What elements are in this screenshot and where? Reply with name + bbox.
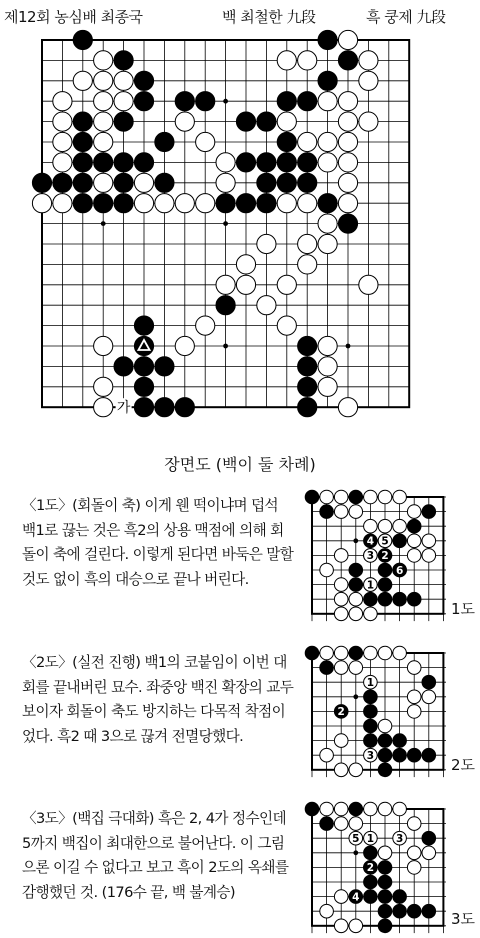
black-stone [73, 30, 92, 49]
white-stone [334, 578, 348, 592]
black-stone [73, 132, 92, 151]
white-stone [407, 549, 421, 563]
white-stone [334, 890, 348, 904]
black-stone [338, 51, 357, 70]
white-stone [364, 519, 378, 533]
white-stone [359, 275, 378, 294]
white-stone [334, 592, 348, 606]
black-stone [305, 802, 319, 816]
white-stone [359, 51, 378, 70]
black-stone [364, 846, 378, 860]
black-stone [378, 578, 392, 592]
white-stone [277, 316, 296, 335]
white-stone [407, 661, 421, 675]
black-stone [155, 357, 174, 376]
white-stone [298, 234, 317, 253]
black-stone [349, 578, 363, 592]
black-stone [134, 316, 153, 335]
white-stone [236, 275, 255, 294]
black-stone [73, 173, 92, 192]
white-stone [393, 490, 407, 504]
star-point [353, 694, 358, 699]
white-stone [175, 336, 194, 355]
white-stone [320, 802, 334, 816]
white-stone [338, 112, 357, 131]
black-stone [318, 30, 337, 49]
black-stone [32, 173, 51, 192]
black-stone [393, 890, 407, 904]
black-stone [277, 92, 296, 111]
black-player: 흑 쿵제 九段 [366, 8, 446, 26]
white-stone [393, 646, 407, 660]
white-stone [378, 519, 392, 533]
white-stone [334, 763, 348, 777]
black-stone [134, 377, 153, 396]
star-point [353, 538, 358, 543]
black-stone [257, 194, 276, 213]
move-number: 1 [366, 833, 375, 845]
diagram-1-board [298, 488, 446, 622]
black-stone [378, 592, 392, 606]
white-stone [216, 173, 235, 192]
black-stone [298, 92, 317, 111]
white-stone [338, 92, 357, 111]
black-stone [298, 377, 317, 396]
white-stone [364, 490, 378, 504]
black-stone [378, 763, 392, 777]
white-stone [378, 719, 392, 733]
black-stone [114, 194, 133, 213]
black-stone [378, 861, 392, 875]
white-stone [378, 646, 392, 660]
white-stone [298, 255, 317, 274]
white-stone [277, 51, 296, 70]
white-stone [53, 112, 72, 131]
move-number: 4 [366, 535, 375, 548]
diagram-1-text [22, 494, 294, 592]
diagram-1-title: 〈1도〉(회돌이 축) [22, 497, 141, 514]
black-stone [216, 296, 235, 315]
black-stone [393, 748, 407, 762]
white-stone [334, 734, 348, 748]
white-stone [94, 377, 113, 396]
black-stone [378, 748, 392, 762]
game-title: 제12회 농심배 최종국 [4, 8, 143, 26]
white-stone [318, 92, 337, 111]
black-stone [298, 173, 317, 192]
black-stone [422, 748, 436, 762]
white-stone [236, 255, 255, 274]
black-stone [277, 153, 296, 172]
white-stone [359, 112, 378, 131]
black-stone [73, 153, 92, 172]
white-stone [364, 646, 378, 660]
black-stone [407, 748, 421, 762]
white-stone [277, 275, 296, 294]
black-stone [94, 194, 113, 213]
black-stone [364, 875, 378, 889]
diagram-2-board [298, 644, 446, 778]
white-stone [94, 112, 113, 131]
black-stone [114, 112, 133, 131]
white-stone [196, 316, 215, 335]
black-stone [422, 675, 436, 689]
white-stone [393, 802, 407, 816]
black-stone [94, 153, 113, 172]
diagram-3-text [22, 807, 294, 905]
white-stone [257, 234, 276, 253]
black-stone [73, 112, 92, 131]
white-stone [334, 607, 348, 621]
black-stone [407, 904, 421, 918]
diagram-2-text [22, 651, 294, 749]
black-stone [364, 734, 378, 748]
diagram-3-title: 〈3도〉(백집 극대화) [22, 810, 154, 827]
black-stone [155, 132, 174, 151]
star-point [346, 344, 351, 349]
white-stone [318, 234, 337, 253]
white-stone [134, 173, 153, 192]
white-stone [320, 748, 334, 762]
white-stone [364, 802, 378, 816]
white-stone [407, 705, 421, 719]
white-stone [134, 194, 153, 213]
white-stone [407, 690, 421, 704]
white-stone [216, 153, 235, 172]
white-stone [349, 763, 363, 777]
white-stone [318, 357, 337, 376]
black-stone [318, 71, 337, 90]
black-stone [155, 398, 174, 417]
black-stone [257, 173, 276, 192]
white-stone [378, 802, 392, 816]
diagram-1-label: 1도 [451, 600, 476, 618]
black-stone [134, 153, 153, 172]
star-point [101, 221, 106, 226]
white-stone [94, 336, 113, 355]
white-stone [318, 377, 337, 396]
black-stone [257, 112, 276, 131]
black-stone [364, 592, 378, 606]
white-stone [53, 153, 72, 172]
diagram-3-board [298, 800, 446, 934]
black-stone [305, 646, 319, 660]
white-stone [320, 563, 334, 577]
black-stone [114, 357, 133, 376]
white-stone [349, 607, 363, 621]
black-stone [298, 398, 317, 417]
black-stone [393, 904, 407, 918]
black-stone [305, 490, 319, 504]
white-stone [349, 817, 363, 831]
white-stone [175, 194, 194, 213]
white-stone [73, 71, 92, 90]
white-stone [407, 817, 421, 831]
black-stone [364, 890, 378, 904]
diagram-2-body: 백1의 코붙임이 이번 대회를 끝내버린 묘수. 좌중앙 백진 확장의 교두보이자 회돌이 축도 방지하는 다목적 착점이었다. 흑2 때 3으로 끊겨 전멸당했다. [22, 654, 294, 745]
white-stone [338, 132, 357, 151]
black-stone [378, 904, 392, 918]
black-stone [320, 505, 334, 519]
black-stone [320, 817, 334, 831]
star-point [353, 850, 358, 855]
white-stone [422, 534, 436, 548]
black-stone [349, 802, 363, 816]
star-point [223, 344, 228, 349]
white-stone [53, 132, 72, 151]
black-stone [298, 153, 317, 172]
black-stone [378, 563, 392, 577]
black-stone [298, 357, 317, 376]
white-stone [349, 592, 363, 606]
black-stone [73, 194, 92, 213]
black-stone [236, 112, 255, 131]
black-stone [298, 336, 317, 355]
move-number: 5 [352, 833, 360, 845]
white-stone [196, 132, 215, 151]
black-stone [422, 831, 436, 845]
black-stone [364, 719, 378, 733]
white-stone [94, 71, 113, 90]
black-stone [114, 173, 133, 192]
black-stone [349, 563, 363, 577]
black-stone [134, 71, 153, 90]
white-stone [298, 194, 317, 213]
move-number: 1 [366, 579, 375, 592]
white-stone [334, 490, 348, 504]
move-number: 1 [366, 677, 375, 689]
white-stone [196, 194, 215, 213]
white-stone [334, 646, 348, 660]
move-number: 2 [337, 706, 345, 719]
white-stone [94, 398, 113, 417]
white-stone [393, 519, 407, 533]
white-stone [334, 661, 348, 675]
black-stone [407, 519, 421, 533]
black-stone [364, 690, 378, 704]
white-stone [155, 194, 174, 213]
white-stone [334, 817, 348, 831]
white-stone [349, 505, 363, 519]
black-stone [277, 173, 296, 192]
white-stone [298, 132, 317, 151]
white-stone [94, 132, 113, 151]
black-stone [114, 153, 133, 172]
black-stone [196, 92, 215, 111]
diagram-2-title: 〈2도〉(실전 진행) [22, 654, 141, 671]
white-stone [407, 861, 421, 875]
black-stone [155, 173, 174, 192]
black-stone [364, 705, 378, 719]
black-stone [318, 194, 337, 213]
white-stone [334, 549, 348, 563]
white-stone [318, 153, 337, 172]
white-stone [378, 846, 392, 860]
white-stone [320, 646, 334, 660]
white-stone [338, 194, 357, 213]
black-stone [134, 92, 153, 111]
white-stone [175, 112, 194, 131]
move-number: 3 [395, 833, 404, 845]
black-stone [393, 592, 407, 606]
black-stone [236, 153, 255, 172]
black-stone [134, 398, 153, 417]
white-stone [94, 51, 113, 70]
black-stone [114, 51, 133, 70]
black-stone [422, 904, 436, 918]
white-stone [277, 194, 296, 213]
black-stone [349, 646, 363, 660]
white-stone [349, 919, 363, 933]
black-stone [378, 734, 392, 748]
white-stone [53, 92, 72, 111]
white-stone [32, 194, 51, 213]
white-stone [53, 194, 72, 213]
move-number: 4 [352, 891, 360, 904]
star-point [223, 99, 228, 104]
white-stone [359, 71, 378, 90]
black-stone [378, 919, 392, 933]
white-stone [320, 490, 334, 504]
white-stone [338, 173, 357, 192]
black-stone [349, 490, 363, 504]
white-stone [407, 846, 421, 860]
white-stone [422, 549, 436, 563]
white-stone [334, 919, 348, 933]
white-stone [422, 846, 436, 860]
white-stone [318, 336, 337, 355]
black-stone [320, 661, 334, 675]
black-stone [378, 875, 392, 889]
black-stone [407, 592, 421, 606]
black-stone [236, 194, 255, 213]
move-number: 3 [366, 550, 375, 563]
move-number: 2 [381, 550, 389, 563]
black-stone [175, 92, 194, 111]
black-stone [393, 534, 407, 548]
white-stone [114, 71, 133, 90]
black-stone [175, 398, 194, 417]
white-stone [216, 275, 235, 294]
move-number: 3 [366, 750, 375, 762]
move-number: 6 [395, 564, 404, 577]
white-stone [338, 398, 357, 417]
black-stone [216, 194, 235, 213]
diagram-2-label: 2도 [451, 756, 476, 774]
white-stone [407, 534, 421, 548]
diagram-1-body: 이게 웬 떡이냐며 덥석 백1로 끊는 것은 흑2의 상용 맥점에 의해 회돌이 축에 걸린다. 이렇게 된다면 바둑은 말할 것도 없이 흑의 대승으로 끝나 버린다. [22, 497, 294, 588]
black-stone [53, 173, 72, 192]
main-go-board [28, 28, 452, 438]
white-stone [94, 173, 113, 192]
black-stone [378, 890, 392, 904]
point-label: 가 [116, 400, 131, 417]
white-stone [318, 132, 337, 151]
white-player: 백 최철한 九段 [222, 8, 316, 26]
white-stone [407, 505, 421, 519]
white-stone [318, 214, 337, 233]
white-stone [298, 51, 317, 70]
black-stone [134, 357, 153, 376]
board-caption: 장면도 (백이 둘 차례) [164, 455, 316, 474]
white-stone [334, 802, 348, 816]
white-stone [338, 30, 357, 49]
white-stone [277, 112, 296, 131]
white-stone [114, 92, 133, 111]
diagram-3-label: 3도 [451, 910, 476, 928]
black-stone [257, 153, 276, 172]
white-stone [334, 505, 348, 519]
white-stone [422, 690, 436, 704]
black-stone [393, 734, 407, 748]
star-point [223, 221, 228, 226]
black-stone [422, 505, 436, 519]
white-stone [378, 490, 392, 504]
black-stone [338, 214, 357, 233]
black-stone [277, 132, 296, 151]
white-stone [338, 153, 357, 172]
white-stone [320, 904, 334, 918]
move-number: 5 [381, 535, 389, 548]
diagram-3-body: 흑은 2, 4가 정수인데 5까지 백집이 최대한으로 불어난다. 이 그림으론 이길 수 없다고 보고 흑이 2도의 옥쇄를 감행했던 것. (176수 끝, 백 불계승) [22, 810, 289, 901]
white-stone [349, 661, 363, 675]
move-number: 2 [366, 862, 375, 875]
white-stone [94, 92, 113, 111]
white-stone [364, 607, 378, 621]
white-stone [257, 296, 276, 315]
